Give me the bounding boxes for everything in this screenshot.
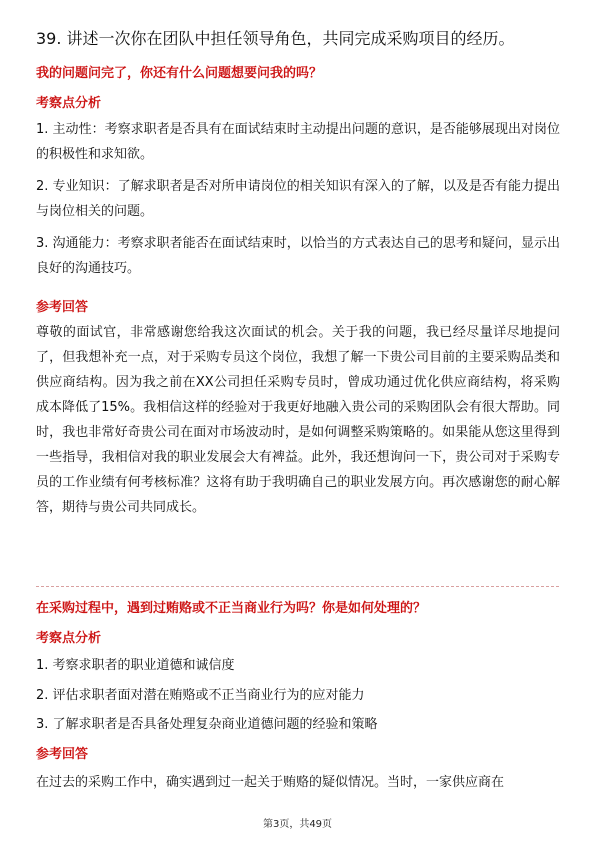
- section2-analysis-heading: 考察点分析: [36, 631, 102, 646]
- section1-answer-text: 尊敬的面试官，非常感谢您给我这次面试的机会。关于我的问题，我已经尽量详尽地提问了，但我想补充一点，对于采购专员这个岗位，我想了解一下贵公司目前的主要采购品类和供应商结构。因为我之前在XX公司担任采购专员时，曾成功通过优化供应商结构，将采购成本降低了15%。我相信这样的经验对于我更好地融入贵公司的采购团队会有很大帮助。同时，我也非常好奇贵公司在面对市场波动时，是如何调整采购策略的。如果能从您这里得到一些指导，我相信对我的职业发展会大有裨益。此外，我还想询问一下，贵公司对于采购专员的工作业绩有何考核标准？这将有助于我明确自己的职业发展方向。再次感谢您的耐心解答，期待与贵公司共同成长。: [36, 325, 560, 515]
- section1-analysis-item-3: 3. 沟通能力：考察求职者能否在面试结束时，以恰当的方式表达自己的思考和疑问，显示出良好的沟通技巧。: [36, 236, 560, 276]
- section2-answer-heading: 参考回答: [36, 747, 89, 762]
- page-footer: 第3页，共49页: [262, 819, 333, 830]
- section2-analysis-item-2: 2. 评估求职者面对潜在贿赂或不正当商业行为的应对能力: [36, 688, 365, 703]
- section1-answer-heading: 参考回答: [36, 300, 89, 315]
- section1-question: 我的问题问完了，你还有什么问题想要问我的吗？: [36, 66, 323, 81]
- section2-question: 在采购过程中，遇到过贿赂或不正当商业行为吗？你是如何处理的？: [36, 601, 427, 616]
- section2-analysis-item-1: 1. 考察求职者的职业道德和诚信度: [36, 658, 235, 673]
- section-divider: [36, 586, 559, 587]
- section2-analysis-item-3: 3. 了解求职者是否具备处理复杂商业道德问题的经验和策略: [36, 717, 378, 732]
- section1-analysis-item-1: 1. 主动性：考察求职者是否具有在面试结束时主动提出问题的意识，是否能够展现出对岗位的积极性和求知欲。: [36, 122, 560, 162]
- question-title: 39. 讲述一次你在团队中担任领导角色，共同完成采购项目的经历。: [36, 29, 515, 48]
- section1-analysis-item-2: 2. 专业知识：了解求职者是否对所申请岗位的相关知识有深入的了解，以及是否有能力提出与岗位相关的问题。: [36, 179, 560, 219]
- section2-answer-text: 在过去的采购工作中，确实遇到过一起关于贿赂的疑似情况。当时，一家供应商在: [36, 775, 505, 790]
- section1-analysis-heading: 考察点分析: [36, 96, 102, 111]
